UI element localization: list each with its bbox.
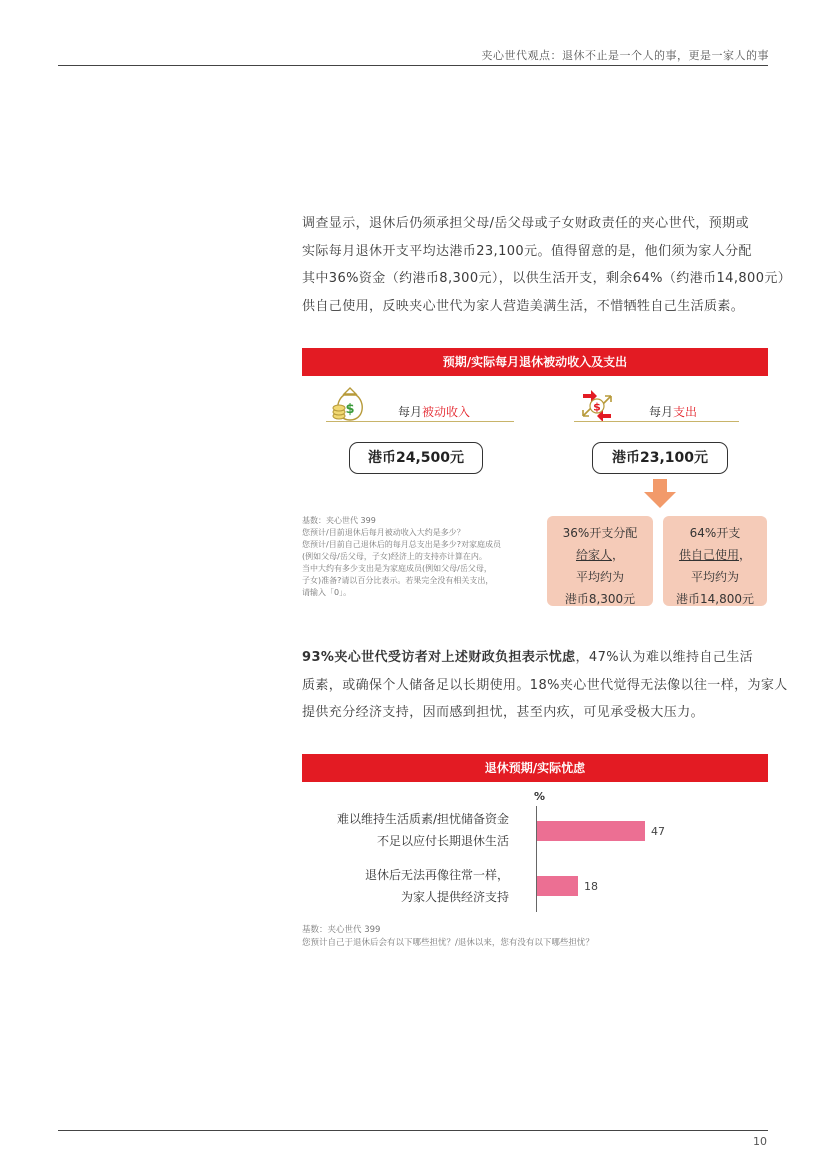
income-divider [326, 421, 514, 422]
self-share-underlined: 供自己使用 [678, 548, 739, 562]
expense-label [649, 403, 697, 420]
self-share-line1: 64%开支 [689, 526, 741, 540]
worry-highlight: 93%夹心世代受访者对上述财政负担表示忧虑 [302, 650, 576, 665]
footer-rule [58, 1130, 768, 1131]
worries-banner: 退休预期/实际忧虑 [302, 754, 768, 782]
svg-text:$: $ [345, 402, 355, 417]
bar-label-line: 不足以应付长期退休生活 [376, 834, 509, 848]
intro-line: 供自己使用，反映夹心世代为家人营造美满生活，不惜牺牲自己生活质素。 [302, 298, 745, 314]
bar-value-label: 18 [584, 880, 598, 893]
expense-label-highlight: 支出 [673, 405, 698, 419]
running-header: 夹心世代观点：退休不止是一个人的事，更是一家人的事 [481, 49, 769, 62]
self-share-box [663, 516, 767, 606]
income-label-prefix: 每月 [398, 405, 423, 419]
section2-notes [302, 924, 594, 950]
bar-label-line: 为家人提供经济支持 [400, 890, 509, 904]
expense-divider [574, 421, 739, 422]
income-amount: 港币24,500元 [349, 442, 483, 474]
worry-paragraph [302, 644, 788, 727]
worry-line: 93%夹心世代受访者对上述财政负担表示忧虑，47%认为难以维持自己生活 [302, 650, 754, 665]
bar-label-line: 难以维持生活质素/担忧储备资金 [336, 812, 509, 826]
dollar-arrows-icon [577, 386, 617, 426]
income-expense-banner: 预期/实际每月退休被动收入及支出 [302, 348, 768, 376]
worry-line: 质素，或确保个人储备足以长期使用。18%夹心世代觉得无法像以往一样，为家人 [302, 677, 788, 693]
family-share-box [547, 516, 653, 606]
bar-label [365, 864, 509, 908]
note-line: 子女)准备?请以百分比表示。若果完全没有相关支出， [302, 576, 494, 585]
note-line: 您预计/目前自己退休后的每月总支出是多少?对家庭成员 [302, 540, 501, 549]
self-share-line4: 港币14,800元 [676, 592, 754, 606]
family-share-line4: 港币8,300元 [564, 592, 636, 606]
bar-label-line: 退休后无法再像往常一样， [364, 868, 509, 882]
bar-label [337, 808, 509, 852]
income-label [398, 403, 470, 420]
family-share-line2: 给家人， [575, 548, 625, 562]
note-line: 您预计/目前退休后每月被动收入大约是多少？ [302, 528, 465, 537]
self-share-line3: 平均约为 [690, 570, 739, 584]
section1-notes [302, 515, 501, 599]
header-rule [58, 65, 768, 66]
note-line: (例如父母/岳父母，子女)经济上的支持亦计算在内。 [302, 552, 487, 561]
note-line: 基数：夹心世代 399 [302, 925, 381, 935]
note-line: 基数：夹心世代 399 [302, 516, 376, 525]
note-line: 当中大约有多少支出是为家庭成员(例如父母/岳父母， [302, 564, 492, 573]
note-line: 请输入「0」。 [302, 588, 352, 597]
self-share-line2: 供自己使用， [678, 548, 752, 562]
money-bag-icon [330, 386, 372, 426]
worry-line: 提供充分经济支持，因而感到担忧，甚至内疚，可见承受极大压力。 [302, 705, 705, 720]
intro-line: 实际每月退休开支平均达港币23,100元。值得留意的是，他们须为家人分配 [302, 243, 752, 259]
expense-amount: 港币23,100元 [592, 442, 728, 474]
page-number: 10 [753, 1135, 767, 1148]
chart-unit-label: % [534, 790, 546, 803]
bar-value-label: 47 [651, 825, 665, 838]
bar-worry-family-support [537, 876, 578, 896]
income-label-highlight: 被动收入 [422, 405, 471, 419]
family-share-line1: 36%开支分配 [562, 526, 638, 540]
svg-text:$: $ [593, 400, 601, 414]
family-share-underlined: 给家人 [575, 548, 612, 562]
intro-paragraph [302, 210, 792, 320]
intro-line: 调查显示，退休后仍须承担父母/岳父母或子女财政责任的夹心世代，预期或 [302, 216, 749, 231]
family-share-line3: 平均约为 [575, 570, 624, 584]
note-line: 您预计自己于退休后会有以下哪些担忧？/退休以来，您有没有以下哪些担忧？ [302, 938, 594, 948]
intro-line: 其中36%资金（约港币8,300元），以供生活开支，剩余64%（约港币14,800元） [302, 271, 792, 286]
expense-label-prefix: 每月 [649, 405, 674, 419]
down-arrow-icon [643, 479, 677, 509]
bar-worry-standard-of-living [537, 821, 645, 841]
